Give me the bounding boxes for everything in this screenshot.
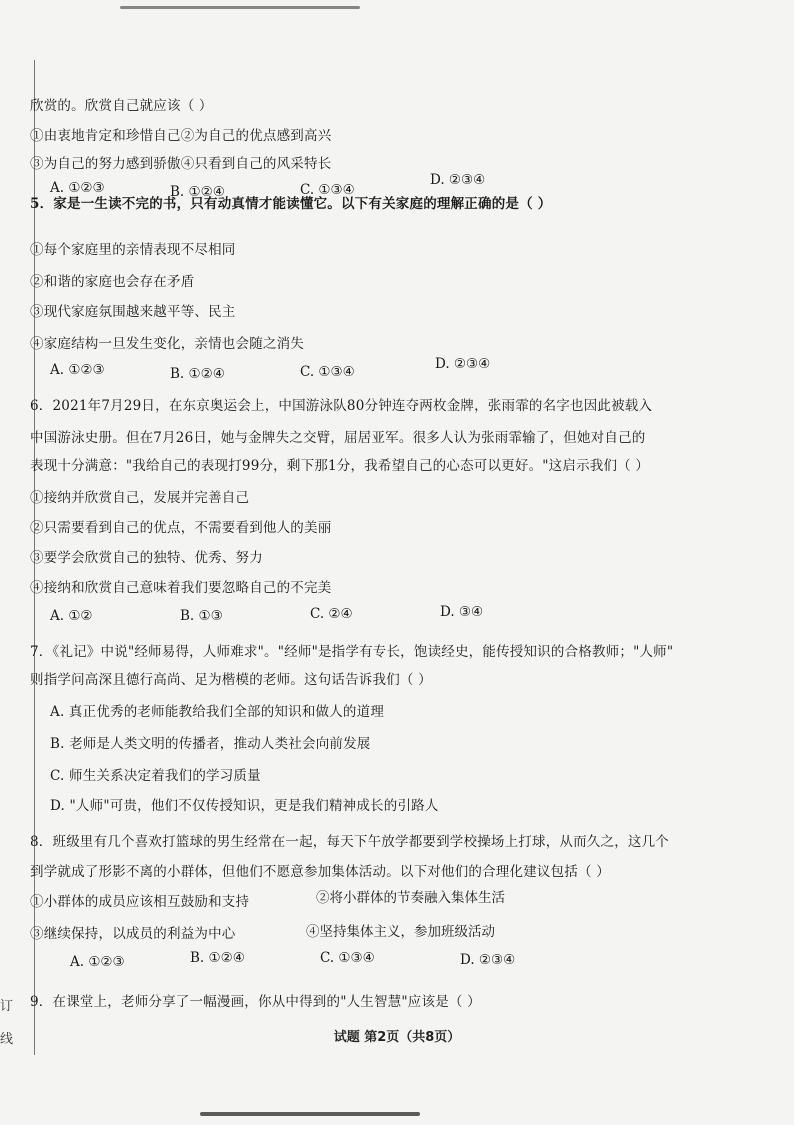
q7-option-d: D. "人师"可贵，他们不仅传授知识，更是我们精神成长的引路人 bbox=[50, 798, 439, 814]
q6-stem-line-3: 表现十分满意："我给自己的表现打99分，剩下那1分，我希望自己的心态可以更好。"这启示我们（ ） bbox=[30, 458, 650, 474]
q8-option-d: D. ②③④ bbox=[460, 952, 516, 968]
q6-stem-line-2: 中国游泳史册。但在7月26日，她与金牌失之交臂，屈居亚军。很多人认为张雨霏输了，但她对自己的 bbox=[30, 430, 646, 446]
q8-stem-line-2: 到学就成了形影不离的小群体，但他们不愿意参加集体活动。以下对他们的合理化建议包括（ ） bbox=[30, 864, 610, 880]
q6-option-a: A. ①② bbox=[50, 608, 93, 624]
q4-option-a: A. ①②③ bbox=[50, 180, 105, 196]
q6-statement-2: ②只需要看到自己的优点，不需要看到他人的美丽 bbox=[30, 520, 332, 536]
q8-statement-2: ②将小群体的节奏融入集体生活 bbox=[316, 890, 505, 906]
q5-option-c: C. ①③④ bbox=[300, 364, 355, 380]
q4-option-c: C. ①③④ bbox=[300, 182, 355, 198]
q8-statement-4: ④坚持集体主义，参加班级活动 bbox=[306, 924, 495, 940]
q4-statement-3-4: ③为自己的努力感到骄傲④只看到自己的风采特长 bbox=[30, 156, 332, 172]
q4-stem-end: 欣赏的。欣赏自己就应该（ ） bbox=[30, 98, 213, 114]
q7-option-b: B. 老师是人类文明的传播者，推动人类社会向前发展 bbox=[50, 736, 371, 752]
q8-statement-3: ③继续保持，以成员的利益为中心 bbox=[30, 926, 236, 942]
q5-stem: 5．家是一生读不完的书，只有动真情才能读懂它。以下有关家庭的理解正确的是（ ） bbox=[30, 196, 552, 212]
q7-option-a: A. 真正优秀的老师能教给我们全部的知识和做人的道理 bbox=[50, 704, 385, 720]
binding-mark-2: 线 bbox=[0, 1032, 14, 1047]
q4-option-b: B. ①②④ bbox=[170, 184, 225, 200]
q5-option-b: B. ①②④ bbox=[170, 366, 225, 382]
q5-statement-4: ④家庭结构一旦发生变化，亲情也会随之消失 bbox=[30, 336, 304, 352]
q8-stem-line-1: 8．班级里有几个喜欢打篮球的男生经常在一起，每天下午放学都要到学校操场上打球，从而久之，这几个 bbox=[30, 834, 669, 850]
q5-statement-2: ②和谐的家庭也会存在矛盾 bbox=[30, 274, 195, 290]
binding-mark-1: 订 bbox=[0, 999, 14, 1014]
q7-stem-line-2: 则指学问高深且德行高尚、足为楷模的老师。这句话告诉我们（ ） bbox=[30, 672, 432, 688]
q7-option-c: C. 师生关系决定着我们的学习质量 bbox=[50, 768, 261, 784]
q7-stem-line-1: 7．《礼记》中说"经师易得，人师难求"。"经师"是指学有专长，饱读经史，能传授知识的合格教师；"人师" bbox=[30, 644, 674, 660]
q4-option-d: D. ②③④ bbox=[430, 172, 486, 188]
q8-statement-1: ①小群体的成员应该相互鼓励和支持 bbox=[30, 894, 250, 910]
q8-option-c: C. ①③④ bbox=[320, 950, 375, 966]
q6-statement-1: ①接纳并欣赏自己，发展并完善自己 bbox=[30, 490, 250, 506]
q4-statement-1-2: ①由衷地肯定和珍惜自己②为自己的优点感到高兴 bbox=[30, 128, 332, 144]
q6-statement-4: ④接纳和欣赏自己意味着我们要忽略自己的不完美 bbox=[30, 580, 332, 596]
q5-statement-3: ③现代家庭氛围越来越平等、民主 bbox=[30, 304, 236, 320]
scan-edge-bottom bbox=[200, 1112, 420, 1116]
scan-edge-top bbox=[120, 6, 360, 9]
q9-stem: 9．在课堂上，老师分享了一幅漫画，你从中得到的"人生智慧"应该是（ ） bbox=[30, 994, 481, 1010]
q6-option-d: D. ③④ bbox=[440, 604, 484, 620]
q6-statement-3: ③要学会欣赏自己的独特、优秀、努力 bbox=[30, 550, 263, 566]
q5-option-a: A. ①②③ bbox=[50, 362, 105, 378]
q5-option-d: D. ②③④ bbox=[435, 356, 491, 372]
q6-option-c: C. ②④ bbox=[310, 606, 353, 622]
q6-stem-line-1: 6．2021年7月29日，在东京奥运会上，中国游泳队80分钟连夺两枚金牌，张雨霏的名字也因此被载入 bbox=[30, 398, 653, 414]
q5-statement-1: ①每个家庭里的亲情表现不尽相同 bbox=[30, 242, 236, 258]
q6-option-b: B. ①③ bbox=[180, 608, 223, 624]
page-footer: 试题 第2页（共8页） bbox=[333, 1030, 461, 1045]
q8-option-a: A. ①②③ bbox=[70, 954, 125, 970]
q8-option-b: B. ①②④ bbox=[190, 950, 245, 966]
